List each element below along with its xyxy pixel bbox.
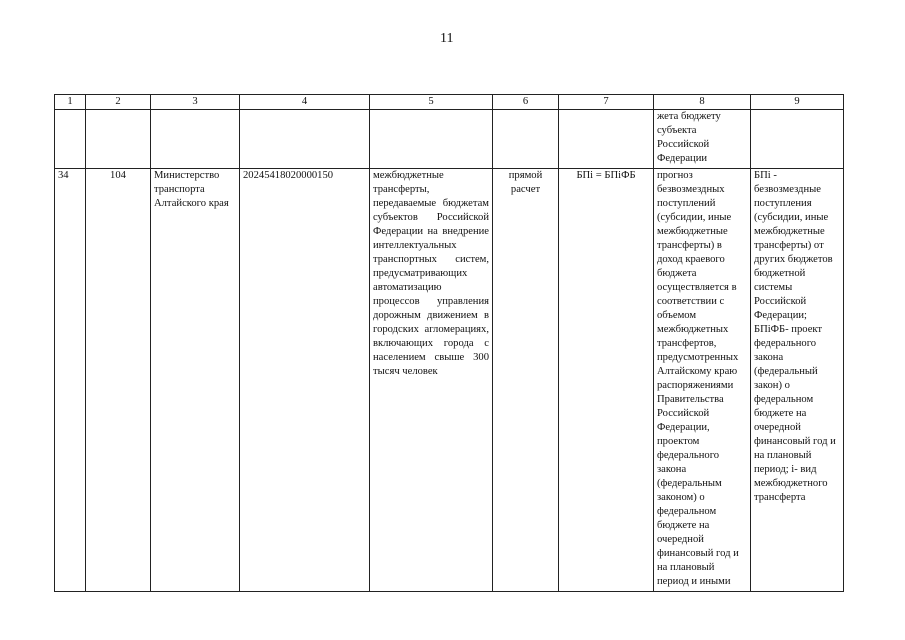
table-cell — [559, 110, 654, 169]
table-cell — [86, 110, 151, 169]
header-cell: 2 — [86, 95, 151, 110]
page-number: 11 — [440, 31, 454, 46]
admin-code-cell: 104 — [86, 169, 151, 592]
header-cell: 8 — [654, 95, 751, 110]
header-cell: 1 — [55, 95, 86, 110]
table-cell — [240, 110, 370, 169]
header-cell: 7 — [559, 95, 654, 110]
table-cell — [493, 110, 559, 169]
indicator-description-cell: БПi - безвозмездные поступления (субсидии, иные межбюджетные трансферты) от других бюджетов бюджетной системы Российской Федерации; БПiФБ- проект федерального закона (федеральный закон) о федеральном бюджете на очередной финансовый год и на плановый период; i- вид межбюджетного трансферта — [751, 169, 844, 592]
table-header-row — [55, 95, 844, 110]
header-cell: 9 — [751, 95, 844, 110]
income-name-cell: межбюджетные трансферты, передаваемые бюджетам субъектов Российской Федерации на внедрение интеллектуальных транспортных систем, предусматривающих автоматизацию процессов управления дорожным движением в городских агломерациях, включающих города с населением свыше 300 тысяч человек — [370, 169, 493, 592]
formula-cell: БПi = БПiФБ — [559, 169, 654, 592]
header-cell: 4 — [240, 95, 370, 110]
table-cell — [55, 110, 86, 169]
algorithm-description-cell: прогноз безвозмездных поступлений (субсидии, иные межбюджетные трансферты) в доход краевого бюджета осуществляется в соответствии с объемом межбюджетных трансфертов, предусмотренных Алтайскому краю распоряжениями Правительства Российской Федерации, проектом федерального закона (федеральным законом) о федеральном бюджете на очередной финансовый год и на плановый период и иными — [654, 169, 751, 592]
table-row — [55, 169, 844, 592]
table-cell — [751, 110, 844, 169]
budget-code-cell: 20245418020000150 — [240, 169, 370, 592]
header-cell: 3 — [151, 95, 240, 110]
header-cell: 5 — [370, 95, 493, 110]
methodology-table — [54, 94, 844, 592]
header-cell: 6 — [493, 95, 559, 110]
table-cell — [151, 110, 240, 169]
table-cell-continuation-text: жета бюджету субъекта Российской Федерации — [654, 110, 751, 169]
administrator-name-cell: Министерство транспорта Алтайского края — [151, 169, 240, 592]
continuation-row — [55, 110, 844, 169]
row-number-cell: 34 — [55, 169, 86, 592]
method-cell: прямой расчет — [493, 169, 559, 592]
table-cell — [370, 110, 493, 169]
